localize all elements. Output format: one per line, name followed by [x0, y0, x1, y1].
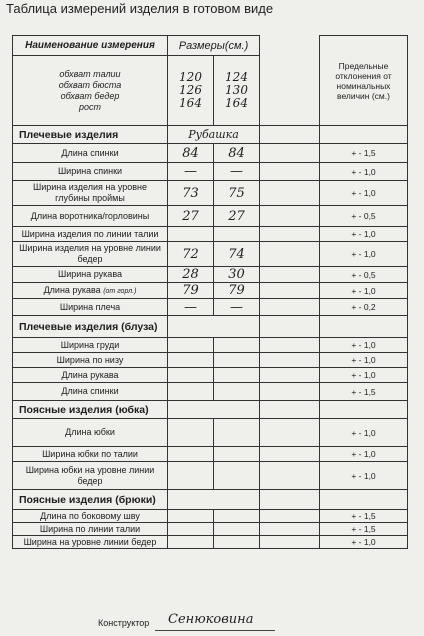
row-gap — [260, 283, 320, 299]
row-value-v1: — — [168, 299, 214, 316]
section-tol-empty — [320, 126, 408, 144]
row-name-text: Длина юбки — [65, 427, 115, 437]
section-header — [13, 316, 408, 338]
size1-bust: 126 — [179, 83, 202, 97]
signature-line — [155, 630, 275, 631]
row-value-v1: 72 — [168, 242, 214, 267]
section-tol-empty — [320, 490, 408, 510]
row-gap — [260, 368, 320, 383]
row-gap — [260, 299, 320, 316]
row-tolerance: + - 1,0 — [320, 419, 408, 447]
row-value-v1 — [168, 227, 214, 242]
row-value-v2 — [214, 338, 260, 353]
table-row — [13, 283, 408, 299]
row-tolerance: + - 1,0 — [320, 227, 408, 242]
section-tol-empty — [320, 316, 408, 338]
section-gap — [260, 126, 320, 144]
row-gap — [260, 181, 320, 206]
row-name — [13, 419, 168, 447]
row-value-v1: 73 — [168, 181, 214, 206]
row-name-text: Длина спинки — [61, 386, 119, 396]
row-tolerance: + - 1,5 — [320, 523, 408, 536]
row-name-text: Длина рукава — [61, 369, 119, 380]
row-tolerance: + - 1,5 — [320, 383, 408, 401]
row-tolerance: + - 1,0 — [320, 338, 408, 353]
table-row — [13, 227, 408, 242]
row-gap — [260, 163, 320, 181]
row-name — [13, 283, 168, 299]
row-value-v1 — [168, 338, 214, 353]
row-tolerance: + - 1,0 — [320, 283, 408, 299]
row-tolerance: + - 1,5 — [320, 144, 408, 163]
row-name-text: Длина рукава — [43, 284, 101, 295]
row-value-v2: 79 — [214, 283, 260, 299]
row-name-text: Ширина изделия на уровне глубины проймы — [33, 182, 147, 203]
table-row — [13, 163, 408, 181]
row-name-text: Ширина юбки по талии — [42, 448, 138, 459]
section-header — [13, 126, 408, 144]
row-value-v2 — [214, 227, 260, 242]
section-title: Плечевые изделия (блуза) — [13, 316, 168, 338]
row-gap — [260, 267, 320, 283]
row-name-text: Ширина по линии талии — [39, 523, 141, 534]
row-value-v1 — [168, 523, 214, 536]
row-name — [13, 242, 168, 267]
row-name — [13, 353, 168, 368]
row-name — [13, 144, 168, 163]
table-row — [13, 368, 408, 383]
row-name — [13, 163, 168, 181]
row-value-v2: 27 — [214, 206, 260, 227]
row-value-v1 — [168, 353, 214, 368]
row-name — [13, 338, 168, 353]
row-name — [13, 227, 168, 242]
row-gap — [260, 227, 320, 242]
row-gap — [260, 523, 320, 536]
row-name — [13, 299, 168, 316]
row-tolerance: + - 0,5 — [320, 267, 408, 283]
row-tolerance: + - 0,2 — [320, 299, 408, 316]
row-value-v2: 30 — [214, 267, 260, 283]
section-header — [13, 490, 408, 510]
row-name — [13, 462, 168, 490]
row-value-v1: 84 — [168, 144, 214, 163]
row-name — [13, 510, 168, 523]
header-gap-lower — [260, 56, 320, 126]
table-row — [13, 536, 408, 549]
row-value-v1 — [168, 419, 214, 447]
row-name-text: Ширина на уровне линии бедер — [23, 536, 157, 547]
measure-label-waist: обхват талии — [59, 68, 121, 79]
row-tolerance: + - 1,0 — [320, 447, 408, 462]
row-name-text: Ширина плеча — [59, 301, 121, 312]
table-row — [13, 206, 408, 227]
row-tolerance: + - 1,0 — [320, 462, 408, 490]
row-gap — [260, 510, 320, 523]
row-name-text: Ширина по низу — [56, 354, 124, 365]
row-value-v2: — — [214, 299, 260, 316]
row-value-v1 — [168, 462, 214, 490]
row-tolerance: + - 0,5 — [320, 206, 408, 227]
table-row — [13, 338, 408, 353]
measure-label-height: рост — [78, 101, 101, 112]
section-note — [168, 316, 260, 338]
constructor-label: Конструктор — [98, 618, 150, 628]
row-value-v2 — [214, 419, 260, 447]
table-row — [13, 383, 408, 401]
row-tolerance: + - 1,0 — [320, 536, 408, 549]
section-note: Рубашка — [168, 126, 260, 144]
row-value-v1 — [168, 447, 214, 462]
row-gap — [260, 338, 320, 353]
row-value-v2: 74 — [214, 242, 260, 267]
size1-waist: 120 — [179, 70, 202, 84]
row-name — [13, 383, 168, 401]
row-value-v2 — [214, 523, 260, 536]
row-name — [13, 206, 168, 227]
row-value-v2 — [214, 536, 260, 549]
row-value-v1: — — [168, 163, 214, 181]
row-gap — [260, 462, 320, 490]
table-row — [13, 353, 408, 368]
header-sizes-col: Размеры(см.) — [168, 36, 260, 56]
row-name — [13, 267, 168, 283]
table-row — [13, 242, 408, 267]
row-name-text: Ширина рукава — [57, 269, 122, 279]
row-gap — [260, 447, 320, 462]
row-tolerance: + - 1,5 — [320, 510, 408, 523]
row-value-v2 — [214, 383, 260, 401]
row-value-v2 — [214, 447, 260, 462]
table-row — [13, 510, 408, 523]
row-value-v2 — [214, 353, 260, 368]
row-gap — [260, 242, 320, 267]
row-name — [13, 536, 168, 549]
row-name-text: Длина спинки — [61, 147, 119, 158]
page-title: Таблица измерений изделия в готовом виде — [6, 1, 274, 16]
row-gap — [260, 144, 320, 163]
row-value-v1: 28 — [168, 267, 214, 283]
row-value-v1 — [168, 383, 214, 401]
section-title: Плечевые изделия — [13, 126, 168, 144]
row-value-v2: — — [214, 163, 260, 181]
section-note — [168, 401, 260, 419]
row-value-v1 — [168, 510, 214, 523]
section-gap — [260, 401, 320, 419]
size2-waist: 124 — [225, 70, 248, 84]
section-gap — [260, 316, 320, 338]
header-tolerance-col: Предельные отклонения от номинальных величин (см.) — [320, 36, 408, 126]
row-tolerance: + - 1,0 — [320, 163, 408, 181]
section-title: Поясные изделия (юбка) — [13, 401, 168, 419]
size1-hips: 164 — [179, 96, 202, 110]
row-gap — [260, 419, 320, 447]
measure-label-bust: обхват бюста — [58, 79, 122, 90]
row-gap — [260, 353, 320, 368]
row-name-sub: (от горл.) — [103, 287, 137, 295]
size2-values — [214, 56, 260, 126]
row-value-v2: 84 — [214, 144, 260, 163]
row-value-v2 — [214, 462, 260, 490]
table-row — [13, 299, 408, 316]
row-name-text: Длина по боковому шву — [40, 510, 140, 521]
row-name-text: Ширина груди — [60, 339, 120, 350]
row-tolerance: + - 1,0 — [320, 181, 408, 206]
section-header — [13, 401, 408, 419]
size2-bust: 130 — [225, 83, 248, 97]
row-value-v2: 75 — [214, 181, 260, 206]
section-gap — [260, 490, 320, 510]
row-name-text: Ширина изделия на уровне линии бедер — [19, 243, 161, 264]
row-name — [13, 368, 168, 383]
measure-label-hips: обхват бедер — [60, 90, 120, 101]
row-value-v1 — [168, 368, 214, 383]
row-gap — [260, 383, 320, 401]
row-name — [13, 523, 168, 536]
row-tolerance: + - 1,0 — [320, 242, 408, 267]
row-name-text: Длина воротника/горловины — [30, 210, 150, 221]
row-value-v1: 79 — [168, 283, 214, 299]
row-name — [13, 447, 168, 462]
header-gap — [260, 36, 320, 56]
row-gap — [260, 206, 320, 227]
row-name — [13, 181, 168, 206]
table-row — [13, 419, 408, 447]
table-row — [13, 462, 408, 490]
row-name-text: Ширина юбки на уровне линии бедер — [25, 464, 155, 486]
section-note — [168, 490, 260, 510]
row-gap — [260, 536, 320, 549]
row-tolerance: + - 1,0 — [320, 353, 408, 368]
table-row — [13, 267, 408, 283]
row-value-v2 — [214, 368, 260, 383]
body-measure-labels — [13, 56, 168, 126]
measurement-table — [12, 35, 408, 549]
size2-hips: 164 — [225, 96, 248, 110]
section-title: Поясные изделия (брюки) — [13, 490, 168, 510]
size1-values — [168, 56, 214, 126]
header-name-col: Наименование измерения — [13, 36, 168, 56]
table-row — [13, 144, 408, 163]
row-name-text: Ширина изделия по линии талии — [21, 228, 159, 239]
section-tol-empty — [320, 401, 408, 419]
row-value-v1 — [168, 536, 214, 549]
row-name-text: Ширина спинки — [57, 166, 123, 176]
row-tolerance: + - 1,0 — [320, 368, 408, 383]
row-value-v1: 27 — [168, 206, 214, 227]
row-value-v2 — [214, 510, 260, 523]
table-row — [13, 447, 408, 462]
table-row — [13, 523, 408, 536]
constructor-signature: Сенюковина — [168, 612, 254, 627]
table-row — [13, 181, 408, 206]
